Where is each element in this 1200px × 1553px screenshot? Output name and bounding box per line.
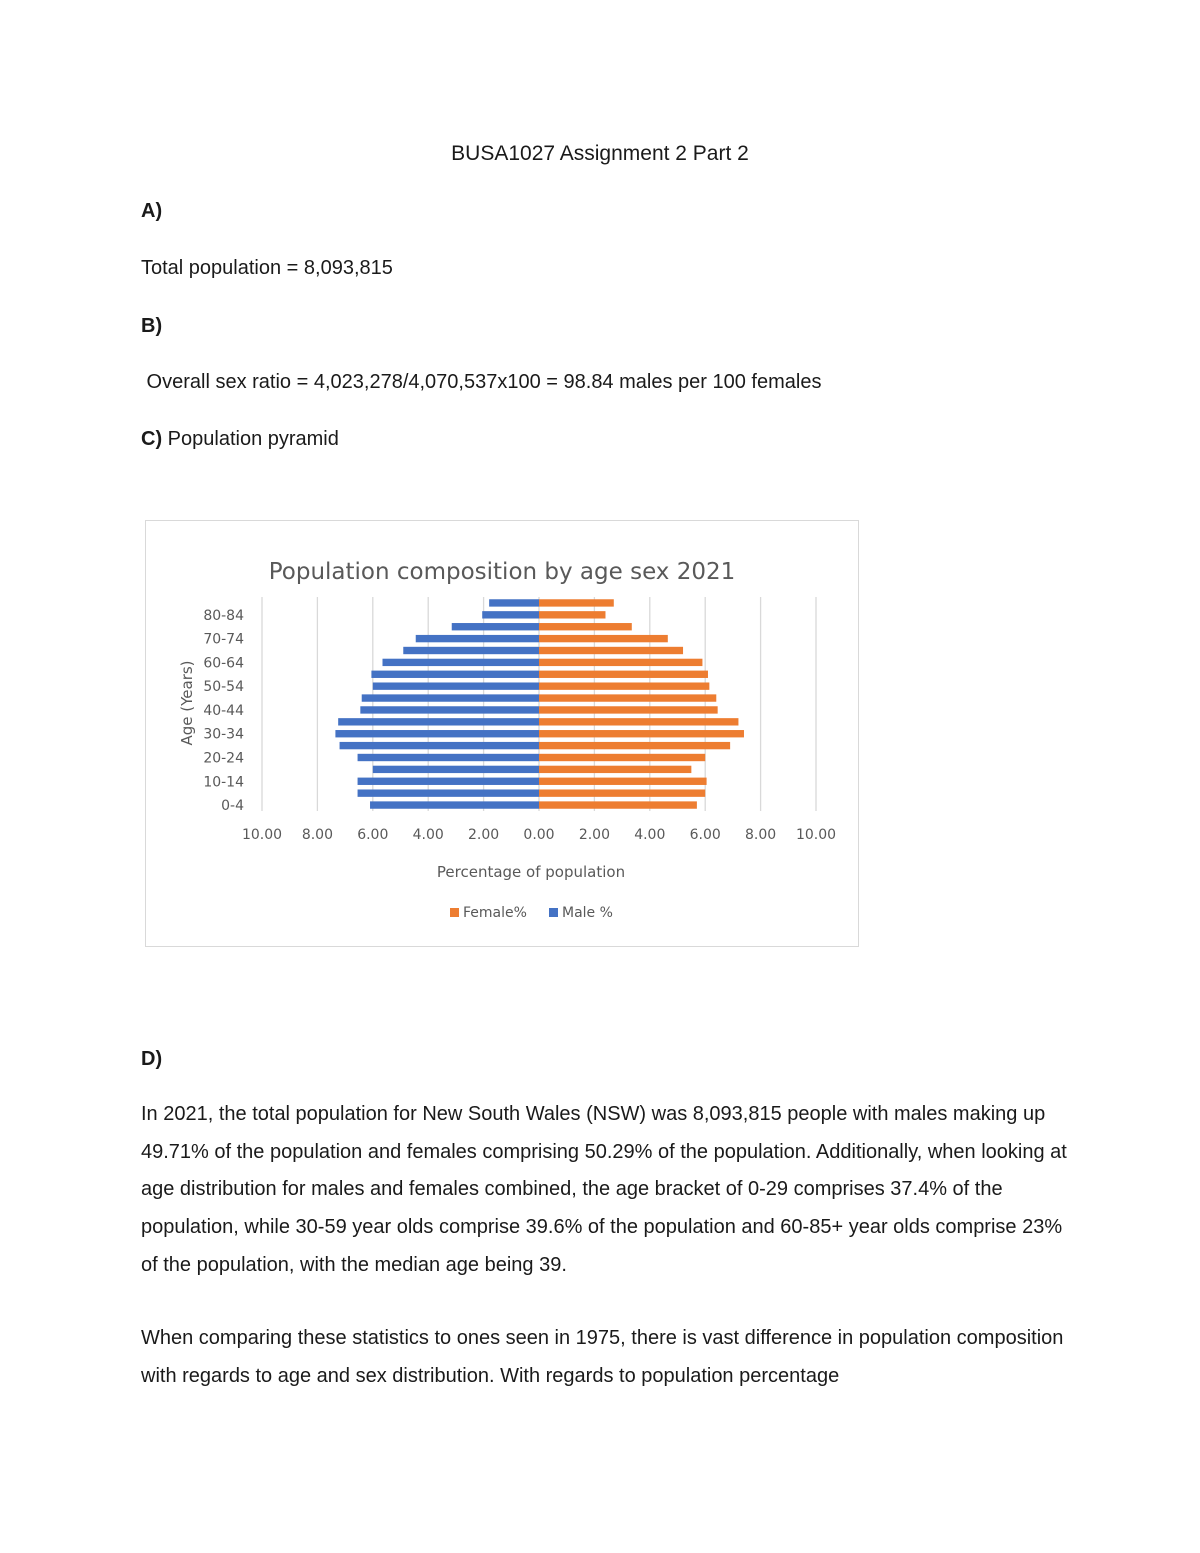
male-bar bbox=[403, 647, 539, 654]
x-tick-label: 8.00 bbox=[745, 827, 777, 843]
y-category-label: 40-44 bbox=[203, 702, 244, 719]
female-bar bbox=[539, 599, 614, 606]
population-pyramid-chart bbox=[145, 520, 859, 947]
x-tick-label: 8.00 bbox=[301, 827, 333, 843]
male-bar bbox=[489, 599, 539, 606]
female-bar bbox=[539, 694, 716, 701]
female-bar bbox=[539, 635, 668, 642]
male-bar bbox=[335, 730, 539, 737]
y-category-label: 30-34 bbox=[203, 726, 244, 743]
population-pyramid-svg bbox=[146, 521, 858, 946]
female-bar bbox=[539, 706, 718, 713]
male-bar bbox=[358, 778, 539, 785]
page-title: BUSA1027 Assignment 2 Part 2 bbox=[451, 142, 749, 165]
section-d-paragraph-1: In 2021, the total population for New South Wales (NSW) was 8,093,815 people with males making up 49.71% of the population and females comprising 50.29% of the population. Additionally, when looking at age distribution for males and females combined, the age bracket of 0-29 comprises 37.4% of the population, while 30-59 year olds comprise 39.6% of the population and 60-85+ year olds comprise 23% of the population, with the median age being 39. bbox=[141, 1103, 1067, 1276]
section-c-line bbox=[141, 428, 339, 451]
section-d-heading: D) bbox=[141, 1048, 163, 1070]
male-bar bbox=[358, 789, 539, 796]
male-bar bbox=[338, 718, 539, 725]
x-tick-label: 10.00 bbox=[795, 827, 837, 843]
y-category-label: 50-54 bbox=[203, 679, 244, 696]
female-bar bbox=[539, 778, 707, 785]
female-bar bbox=[539, 682, 709, 689]
x-tick-label: 6.00 bbox=[357, 827, 389, 843]
section-b-text: Overall sex ratio = 4,023,278/4,070,537x100 = 98.84 males per 100 females bbox=[141, 371, 822, 393]
x-tick-label: 10.00 bbox=[241, 827, 283, 843]
y-category-label: 10-14 bbox=[203, 774, 244, 791]
male-bar bbox=[373, 682, 539, 689]
female-bar bbox=[539, 671, 708, 678]
x-tick-label: 4.00 bbox=[412, 827, 444, 843]
male-bar bbox=[340, 742, 539, 749]
male-bar bbox=[382, 659, 539, 666]
legend-swatch bbox=[549, 908, 558, 917]
y-category-label: 80-84 bbox=[203, 607, 244, 624]
chart-title: Population composition by age sex 2021 bbox=[268, 559, 736, 585]
female-bar bbox=[539, 789, 705, 796]
legend-swatch bbox=[450, 908, 459, 917]
female-bar bbox=[539, 801, 697, 808]
y-axis-title: Age (Years) bbox=[178, 660, 196, 746]
section-a-heading: A) bbox=[141, 200, 163, 222]
female-bar bbox=[539, 718, 738, 725]
male-bar bbox=[358, 754, 539, 761]
male-bar bbox=[373, 766, 539, 773]
female-bar bbox=[539, 730, 744, 737]
male-bar bbox=[371, 671, 539, 678]
legend-label: Male % bbox=[562, 905, 613, 921]
y-category-label: 60-64 bbox=[203, 655, 244, 672]
x-axis-title: Percentage of population bbox=[436, 863, 626, 881]
female-bar bbox=[539, 766, 691, 773]
section-a-text: Total population = 8,093,815 bbox=[141, 257, 393, 279]
female-bar bbox=[539, 623, 632, 630]
section-c-text: Population pyramid bbox=[162, 428, 339, 450]
female-bar bbox=[539, 659, 702, 666]
female-bar bbox=[539, 742, 730, 749]
y-category-label: 0-4 bbox=[221, 798, 244, 815]
male-bar bbox=[482, 611, 539, 618]
female-bar bbox=[539, 754, 705, 761]
x-tick-label: 2.00 bbox=[578, 827, 610, 843]
y-category-label: 70-74 bbox=[203, 631, 244, 648]
x-tick-label: 0.00 bbox=[523, 827, 555, 843]
section-d-paragraph-2: When comparing these statistics to ones seen in 1975, there is vast difference in population composition with regards to age and sex distribution. With regards to population percentage bbox=[141, 1327, 1064, 1387]
male-bar bbox=[362, 694, 539, 701]
section-b-heading: B) bbox=[141, 315, 163, 337]
x-tick-label: 6.00 bbox=[689, 827, 721, 843]
male-bar bbox=[452, 623, 539, 630]
male-bar bbox=[360, 706, 539, 713]
section-c-heading: C) bbox=[141, 428, 163, 450]
y-category-label: 20-24 bbox=[203, 750, 244, 767]
x-tick-label: 4.00 bbox=[634, 827, 666, 843]
legend-label: Female% bbox=[463, 905, 527, 921]
male-bar bbox=[370, 801, 539, 808]
female-bar bbox=[539, 611, 605, 618]
male-bar bbox=[416, 635, 539, 642]
x-tick-label: 2.00 bbox=[468, 827, 500, 843]
female-bar bbox=[539, 647, 683, 654]
